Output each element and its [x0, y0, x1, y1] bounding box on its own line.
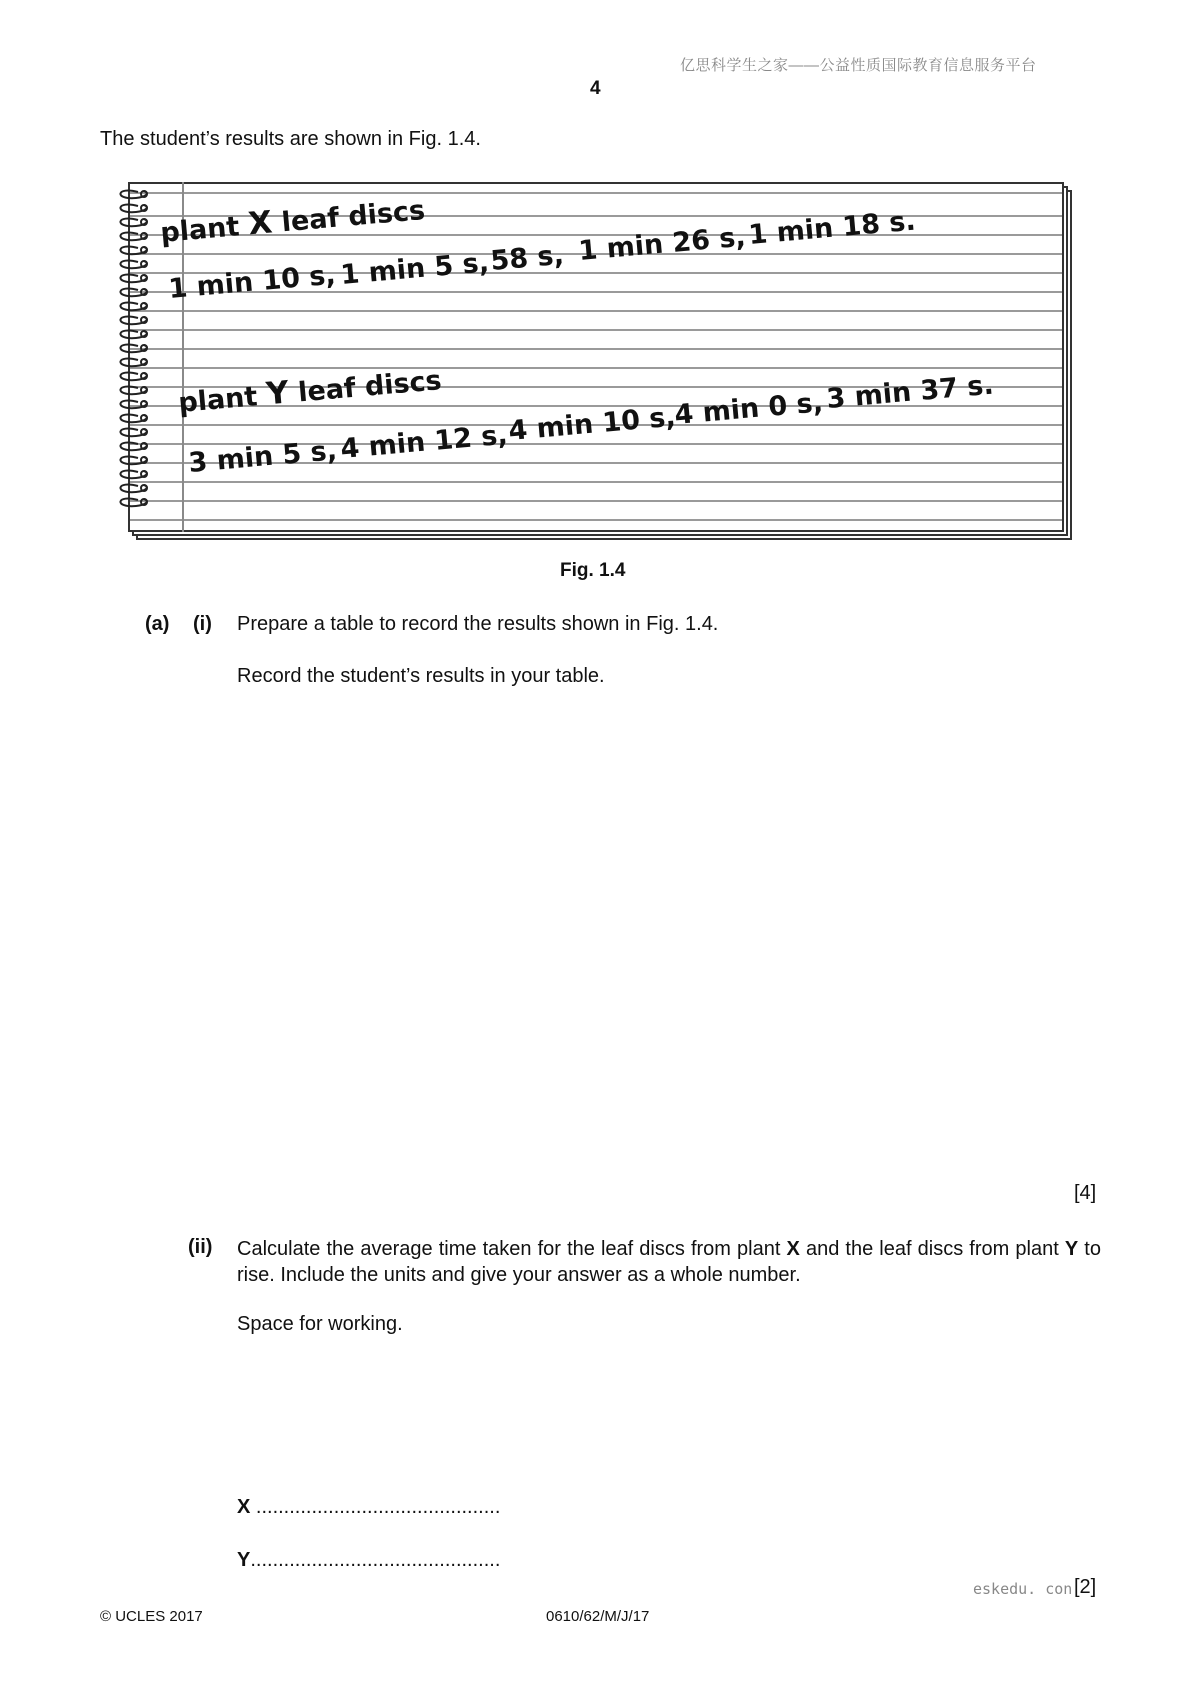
plant-x-result: 1 min 26 s,	[577, 221, 747, 267]
working-space-label: Space for working.	[237, 1313, 403, 1335]
spiral-binding-icon	[110, 186, 162, 516]
spiral-hole-icon	[141, 205, 147, 211]
footer-copyright: © UCLES 2017	[100, 1608, 203, 1625]
plant-x-label: plant X leaf discs	[159, 194, 427, 250]
header-watermark: 亿思科学生之家——公益性质国际教育信息服务平台	[680, 57, 1037, 74]
spiral-hole-icon	[141, 345, 147, 351]
spiral-hole-icon	[141, 373, 147, 379]
spiral-hole-icon	[141, 415, 147, 421]
plant-x-result: 1 min 18 s.	[747, 205, 917, 251]
spiral-hole-icon	[141, 429, 147, 435]
plant-y-label: plant Y leaf discs	[177, 365, 443, 420]
plant-x-result: 58 s,	[489, 239, 566, 277]
spiral-hole-icon	[141, 471, 147, 477]
spiral-hole-icon	[141, 359, 147, 365]
spiral-hole-icon	[141, 485, 147, 491]
spiral-hole-icon	[141, 261, 147, 267]
answer-line-x[interactable]: X ............................................	[237, 1496, 501, 1518]
notebook-figure	[110, 176, 1070, 540]
spiral-hole-icon	[141, 275, 147, 281]
spiral-hole-icon	[141, 289, 147, 295]
question-subpart-label: (i)	[193, 613, 212, 635]
spiral-hole-icon	[141, 387, 147, 393]
footer-paper-code: 0610/62/M/J/17	[546, 1608, 650, 1625]
spiral-hole-icon	[141, 303, 147, 309]
spiral-hole-icon	[141, 457, 147, 463]
plant-y-result: 4 min 0 s,	[673, 387, 825, 431]
site-watermark: eskedu. con	[973, 1580, 1073, 1598]
question-text: Record the student’s results in your table.	[237, 665, 605, 687]
figure-caption: Fig. 1.4	[560, 560, 626, 581]
plant-y-result: 4 min 10 s,	[507, 401, 677, 447]
spiral-hole-icon	[141, 499, 147, 505]
spiral-hole-icon	[141, 233, 147, 239]
answer-line-y[interactable]: Y.............................................	[237, 1549, 501, 1571]
spiral-hole-icon	[141, 219, 147, 225]
question-text: Calculate the average time taken for the leaf discs from plant X and the leaf discs from plant Y to rise. Include the units and give your answer as a whole number.	[237, 1238, 1101, 1286]
plant-y-result: 3 min 5 s,	[187, 435, 339, 479]
intro-text: The student’s results are shown in Fig. 1.4.	[100, 128, 481, 150]
question-part-label: (a)	[145, 613, 170, 635]
spiral-hole-icon	[141, 331, 147, 337]
plant-x-result: 1 min 5 s,	[339, 247, 491, 291]
spiral-hole-icon	[141, 247, 147, 253]
spiral-hole-icon	[141, 317, 147, 323]
spiral-hole-icon	[141, 401, 147, 407]
marks-allocation: [2]	[1074, 1576, 1097, 1598]
spiral-hole-icon	[141, 191, 147, 197]
plant-y-result: 4 min 12 s,	[339, 419, 509, 465]
question-text: Prepare a table to record the results shown in Fig. 1.4.	[237, 613, 719, 635]
spiral-hole-icon	[141, 443, 147, 449]
marks-allocation: [4]	[1074, 1182, 1097, 1204]
page-number: 4	[590, 78, 601, 99]
question-subpart-label: (ii)	[188, 1236, 213, 1258]
plant-y-result: 3 min 37 s.	[825, 369, 995, 415]
plant-x-result: 1 min 10 s,	[167, 259, 337, 305]
